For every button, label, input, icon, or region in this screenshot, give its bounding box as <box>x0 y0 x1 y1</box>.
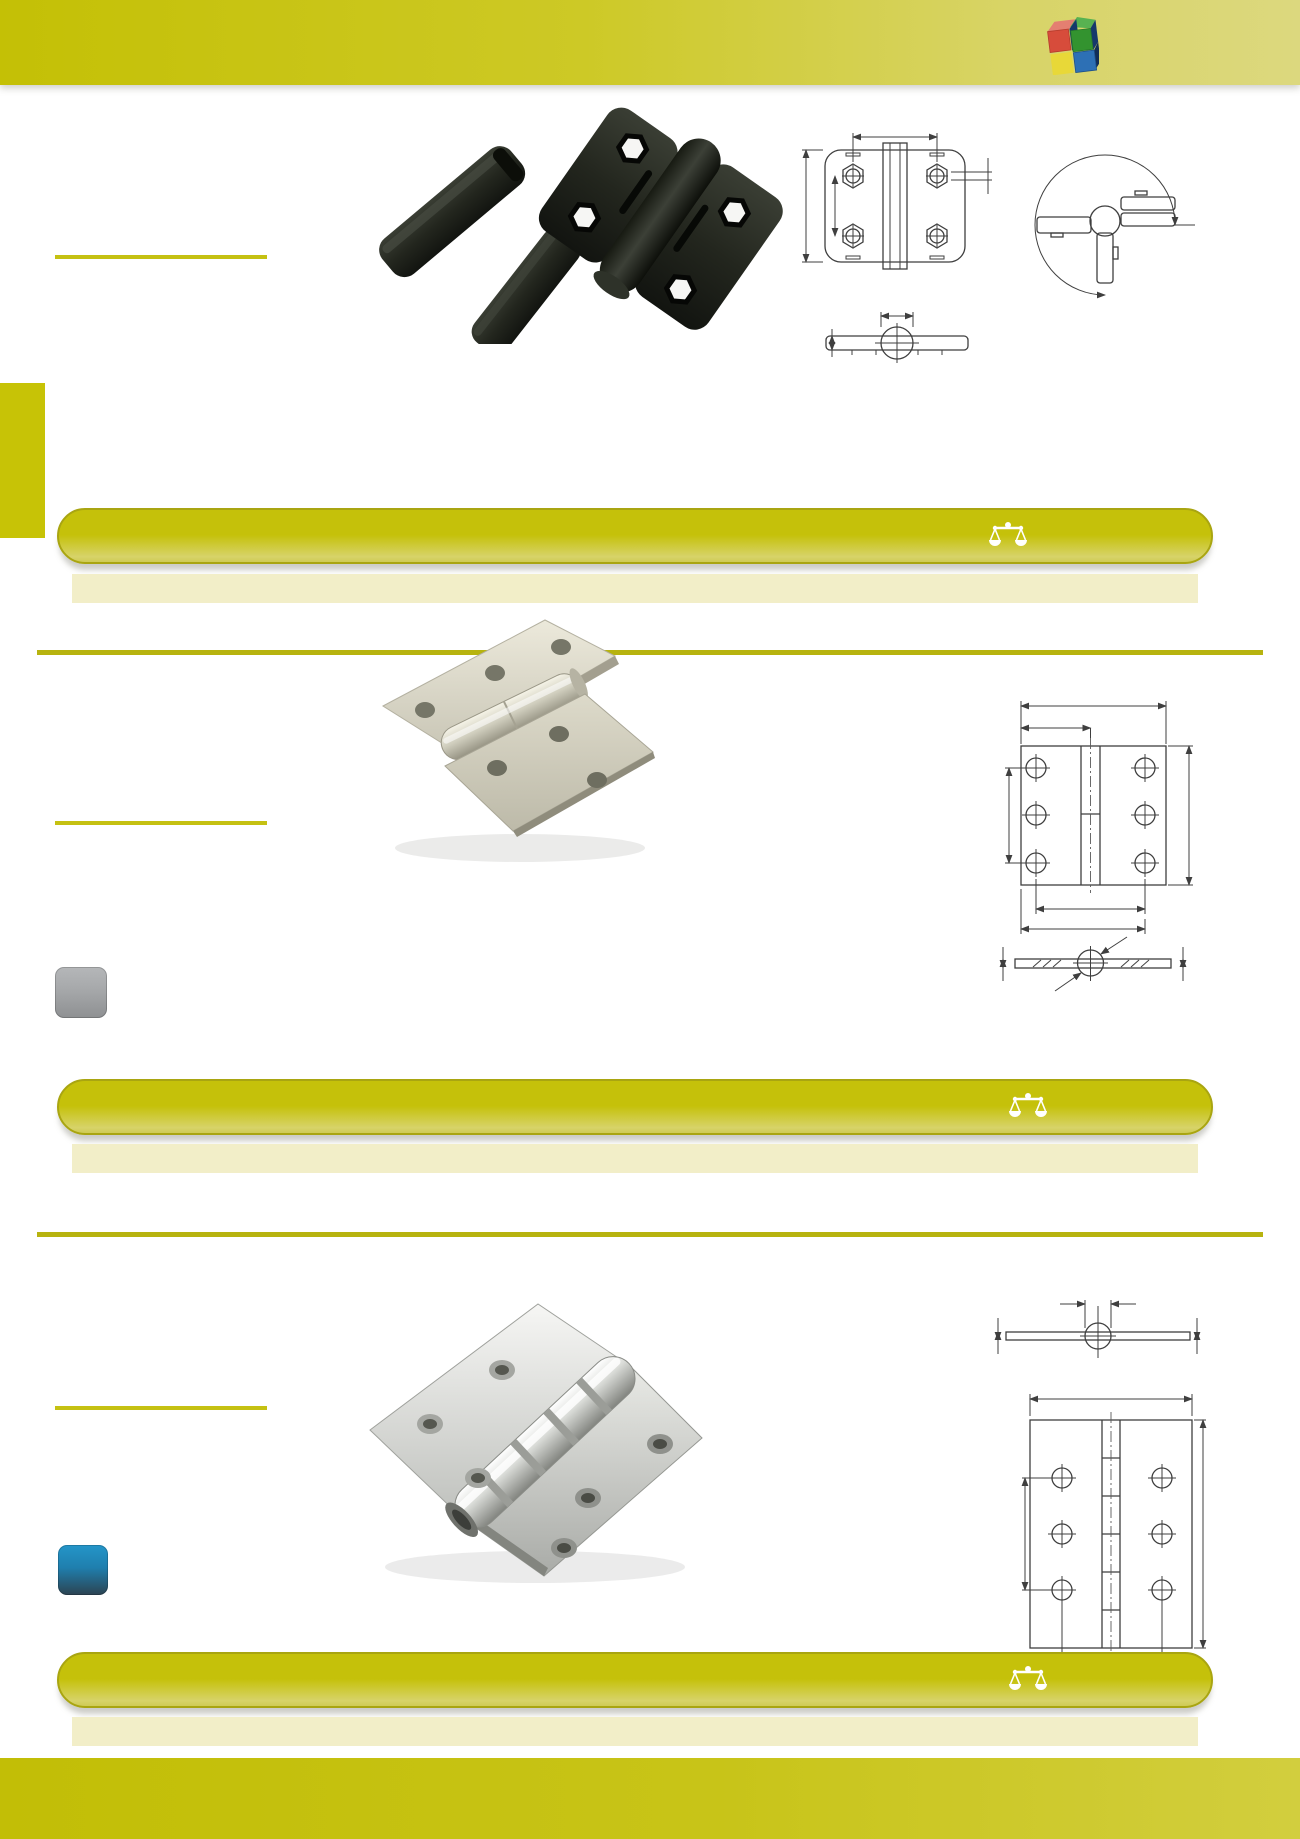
section2-title-underline <box>55 821 267 825</box>
grey-finish-swatch <box>55 967 107 1018</box>
section-divider <box>37 1232 1263 1237</box>
blue-finish-swatch <box>58 1545 108 1595</box>
header-bar <box>0 0 1300 85</box>
footer-bar <box>0 1758 1300 1839</box>
plan-view-drawing <box>822 306 972 370</box>
scales-icon <box>1008 1665 1048 1699</box>
section1-title-underline <box>55 255 267 259</box>
section2-banner-subbar <box>72 1144 1198 1173</box>
section3-title-underline <box>55 1406 267 1410</box>
front-view-drawing <box>993 693 1203 995</box>
scales-icon <box>1008 1092 1048 1126</box>
cube-logo-icon <box>1041 9 1099 75</box>
left-edge-tab <box>0 383 45 538</box>
silver-lift-off-hinge-photo <box>345 598 665 883</box>
black-plastic-hinge-with-cover-caps-photo <box>338 96 793 344</box>
scales-icon <box>988 521 1028 555</box>
front-view-drawing <box>795 128 995 288</box>
front-view-drawing <box>1018 1388 1208 1673</box>
opening-angle-drawing <box>1025 133 1197 311</box>
section-view-drawing <box>990 1292 1205 1360</box>
section1-info-banner <box>57 508 1213 564</box>
stainless-butt-hinge-photo <box>330 1272 725 1597</box>
section3-banner-subbar <box>72 1717 1198 1746</box>
